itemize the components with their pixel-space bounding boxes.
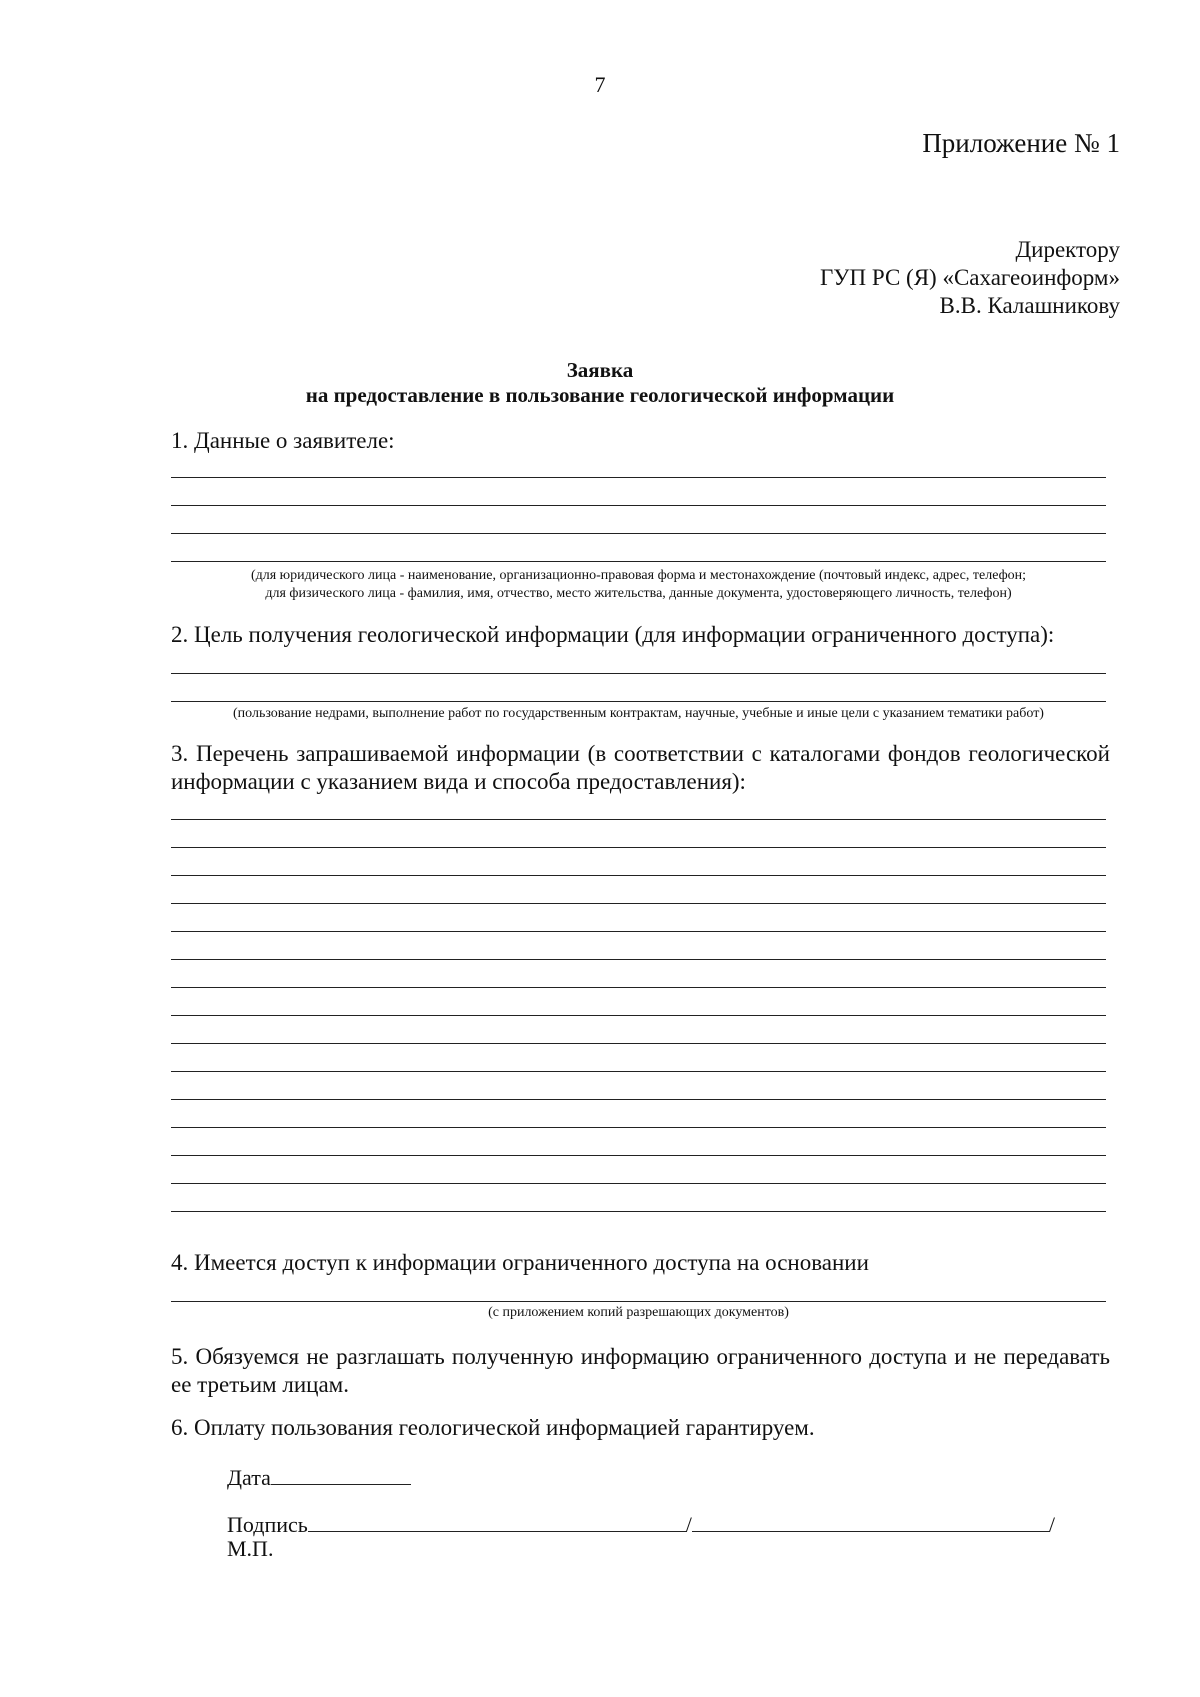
addressee-block (620, 236, 1120, 320)
date-label: Дата (227, 1465, 271, 1490)
slash-separator-2: / (1048, 1512, 1056, 1537)
request-line-12[interactable] (171, 1127, 1106, 1128)
applicant-line-4[interactable] (171, 561, 1106, 562)
request-line-15[interactable] (171, 1211, 1106, 1212)
signatory-name-field[interactable] (692, 1509, 1049, 1532)
addressee-position: Директору (1015, 237, 1120, 262)
section-4-note: (с приложением копий разрешающих документов) (488, 1305, 789, 1320)
applicant-line-2[interactable] (171, 505, 1106, 506)
section-1-label: 1. Данные о заявителе: (171, 428, 395, 453)
request-line-5[interactable] (171, 931, 1106, 932)
request-line-6[interactable] (171, 959, 1106, 960)
signature-label: Подпись (227, 1512, 308, 1537)
slash-separator-1: / (685, 1512, 692, 1537)
applicant-line-3[interactable] (171, 533, 1106, 534)
section-2-note: (пользование недрами, выполнение работ по государственным контрактам, научные, учебные и иные цели с указанием тематики работ) (233, 706, 1044, 721)
access-basis-line[interactable] (171, 1301, 1106, 1302)
date-field[interactable] (271, 1462, 411, 1485)
request-line-4[interactable] (171, 903, 1106, 904)
request-line-8[interactable] (171, 1015, 1106, 1016)
date-row (227, 1462, 411, 1491)
applicant-line-1[interactable] (171, 477, 1106, 478)
page-number: 7 (594, 72, 606, 97)
addressee-organization: ГУП РС (Я) «Сахагеоинформ» (819, 265, 1120, 290)
request-line-9[interactable] (171, 1043, 1106, 1044)
section-5-label: 5. Обязуемся не разглашать полученную информацию ограниченного доступа и не передавать ее третьим лицам. (171, 1344, 1110, 1397)
request-line-14[interactable] (171, 1183, 1106, 1184)
appendix-label: Приложение № 1 (922, 128, 1120, 158)
request-line-13[interactable] (171, 1155, 1106, 1156)
request-line-10[interactable] (171, 1071, 1106, 1072)
section-2-label: 2. Цель получения геологической информации (для информации ограниченного доступа): (171, 622, 1055, 647)
section-4-label: 4. Имеется доступ к информации ограниченного доступа на основании (171, 1250, 869, 1275)
section-1-note-line-2: для физического лица - фамилия, имя, отчество, место жительства, данные документа, удостоверяющего личность, телефон) (265, 586, 1012, 601)
signature-row (227, 1509, 1055, 1538)
request-line-1[interactable] (171, 819, 1106, 820)
purpose-line-1[interactable] (171, 673, 1106, 674)
section-6-label: 6. Оплату пользования геологической информацией гарантируем. (171, 1415, 815, 1440)
addressee-name: В.В. Калашникову (939, 293, 1120, 318)
request-line-11[interactable] (171, 1099, 1106, 1100)
request-line-7[interactable] (171, 987, 1106, 988)
signature-field[interactable] (308, 1509, 686, 1532)
section-3-label: 3. Перечень запрашиваемой информации (в соответствии с каталогами фондов геологической информации с указанием вида и способа предоставления): (171, 741, 1110, 794)
stamp-label: М.П. (227, 1536, 274, 1561)
request-line-2[interactable] (171, 847, 1106, 848)
purpose-line-2[interactable] (171, 701, 1106, 702)
document-title: Заявка (566, 358, 634, 382)
request-line-3[interactable] (171, 875, 1106, 876)
document-subtitle: на предоставление в пользование геологической информации (305, 383, 895, 407)
section-1-note-line-1: (для юридического лица - наименование, организационно-правовая форма и местонахождение (почтовый индекс, адрес, телефон; (250, 568, 1027, 583)
